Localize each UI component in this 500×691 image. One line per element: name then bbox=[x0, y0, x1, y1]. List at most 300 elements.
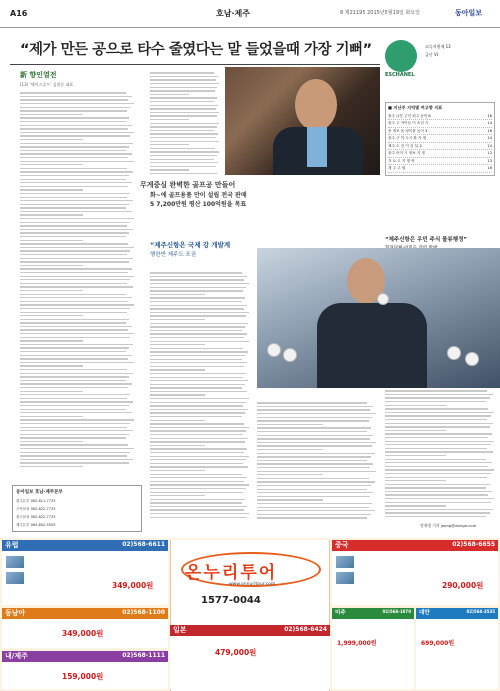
info-row: 제주본부 064-802-5555 bbox=[16, 523, 56, 527]
text-line bbox=[20, 405, 129, 406]
index-box-title: ■ 지난주 지역별 여고향 지표 bbox=[388, 105, 443, 110]
text-line bbox=[150, 341, 249, 342]
ad-sea-price: 349,000원 bbox=[62, 629, 104, 638]
ad-china-price: 290,000원 bbox=[442, 581, 484, 590]
text-line bbox=[150, 72, 214, 73]
text-line bbox=[20, 232, 129, 233]
text-line bbox=[20, 265, 83, 266]
text-line bbox=[257, 427, 371, 428]
ad-europe-band: 유럽 bbox=[2, 540, 168, 551]
text-line bbox=[385, 437, 488, 438]
text-line bbox=[20, 240, 83, 241]
text-line bbox=[150, 76, 218, 77]
text-line bbox=[20, 308, 130, 309]
ad-jeju-tel[interactable]: 02)568-1111 bbox=[122, 652, 165, 659]
text-line bbox=[20, 383, 132, 384]
text-line bbox=[150, 141, 219, 142]
text-line bbox=[20, 419, 134, 420]
logo-text: ESCHANEL bbox=[385, 72, 415, 78]
text-line bbox=[150, 173, 217, 174]
text-line bbox=[20, 211, 132, 212]
text-line bbox=[20, 347, 129, 348]
text-line bbox=[385, 466, 488, 467]
text-line bbox=[20, 430, 133, 431]
text-line bbox=[150, 162, 218, 163]
text-line bbox=[20, 121, 126, 122]
text-line bbox=[20, 186, 128, 187]
text-line bbox=[20, 455, 127, 456]
text-line bbox=[20, 168, 127, 169]
text-line bbox=[385, 430, 446, 431]
text-line bbox=[150, 434, 243, 435]
text-line bbox=[385, 401, 486, 402]
text-line bbox=[257, 507, 369, 508]
section-title: 호남·제주 bbox=[216, 9, 250, 18]
text-line bbox=[150, 477, 247, 478]
page-number: A16 bbox=[10, 9, 28, 18]
text-line bbox=[150, 279, 244, 280]
text-line bbox=[385, 419, 487, 420]
text-line bbox=[20, 369, 127, 370]
text-line bbox=[385, 415, 491, 416]
text-line bbox=[385, 412, 494, 413]
text-line bbox=[150, 384, 245, 385]
brand-name: 온누리투어 bbox=[185, 563, 278, 583]
text-line bbox=[20, 416, 83, 417]
text-line bbox=[257, 402, 367, 403]
text-line bbox=[150, 137, 216, 138]
text-line bbox=[20, 272, 128, 273]
text-line bbox=[385, 433, 492, 434]
text-line bbox=[150, 445, 205, 446]
text-line bbox=[150, 509, 244, 510]
text-line bbox=[20, 401, 133, 402]
text-line bbox=[385, 390, 487, 391]
text-line bbox=[150, 448, 247, 449]
text-line bbox=[257, 485, 371, 486]
text-line bbox=[20, 448, 134, 449]
text-line bbox=[150, 108, 216, 109]
text-line bbox=[385, 448, 487, 449]
ad-europe[interactable] bbox=[2, 540, 168, 605]
text-line bbox=[150, 369, 205, 370]
text-line bbox=[20, 394, 130, 395]
text-line bbox=[150, 394, 205, 395]
text-line bbox=[150, 294, 205, 295]
text-line bbox=[257, 445, 372, 446]
text-line bbox=[150, 119, 189, 120]
text-line bbox=[20, 452, 130, 453]
index-row: 광주 나뭇 주인 최고 동안 8 16 bbox=[388, 113, 492, 121]
ad-america[interactable] bbox=[332, 608, 414, 689]
text-line bbox=[20, 329, 128, 330]
text-line bbox=[20, 333, 134, 334]
text-line bbox=[20, 110, 127, 111]
sidebar-link[interactable]: 소득지원제 13 bbox=[425, 44, 451, 49]
writer-credit: 정재명 기자 jeong@donga.com bbox=[420, 523, 477, 528]
text-line bbox=[20, 315, 83, 316]
issue-date: 8 제21195 2015년5월19일 화요일 bbox=[340, 10, 420, 16]
text-line bbox=[20, 207, 126, 208]
ad-thumb bbox=[336, 556, 354, 568]
text-line bbox=[150, 420, 205, 421]
text-line bbox=[20, 376, 129, 377]
text-line bbox=[150, 377, 243, 378]
text-line bbox=[20, 279, 130, 280]
text-line bbox=[20, 96, 132, 97]
text-line bbox=[257, 517, 367, 518]
text-line bbox=[150, 427, 249, 428]
text-line bbox=[20, 225, 127, 226]
text-line bbox=[150, 105, 218, 106]
text-line bbox=[257, 474, 323, 475]
text-line bbox=[20, 161, 134, 162]
text-line bbox=[150, 481, 244, 482]
photo-body bbox=[317, 303, 427, 388]
text-line bbox=[20, 304, 134, 305]
text-line bbox=[20, 398, 127, 399]
text-line bbox=[385, 426, 490, 427]
text-line bbox=[20, 139, 83, 140]
ad-sea-tel[interactable]: 02)568-1100 bbox=[122, 609, 165, 616]
info-row: 구독문의 062-622-7733 bbox=[16, 507, 56, 511]
text-line bbox=[257, 435, 373, 436]
text-line bbox=[150, 502, 242, 503]
text-line bbox=[385, 502, 491, 503]
text-line bbox=[20, 337, 130, 338]
text-line bbox=[150, 391, 247, 392]
text-line bbox=[257, 449, 323, 450]
ad-america-tel[interactable]: 02)568-1070 bbox=[382, 609, 411, 614]
golf-ball-photo bbox=[257, 248, 500, 388]
text-line bbox=[150, 430, 246, 431]
text-line bbox=[150, 276, 247, 277]
text-line bbox=[257, 478, 369, 479]
text-line bbox=[257, 499, 323, 500]
text-line bbox=[150, 297, 245, 298]
text-line bbox=[257, 514, 371, 515]
text-line bbox=[20, 319, 129, 320]
article-column-3 bbox=[150, 270, 250, 520]
text-line bbox=[150, 513, 249, 514]
text-line bbox=[150, 348, 243, 349]
text-line bbox=[385, 498, 494, 499]
text-line bbox=[150, 272, 242, 273]
text-line bbox=[150, 387, 242, 388]
text-line bbox=[20, 459, 133, 460]
text-line bbox=[150, 456, 249, 457]
text-line bbox=[257, 496, 370, 497]
index-row: 제주 도 건 이 강 설 수 14 bbox=[388, 143, 492, 151]
text-line bbox=[20, 175, 129, 176]
text-line bbox=[20, 125, 132, 126]
text-line bbox=[20, 164, 83, 165]
golf-ball bbox=[267, 343, 281, 357]
golf-ball bbox=[447, 346, 461, 360]
text-line bbox=[150, 362, 247, 363]
text-line bbox=[20, 229, 133, 230]
text-line bbox=[20, 355, 132, 356]
index-row: 계 주 고 원 16 bbox=[388, 165, 492, 173]
ad-america-price: 1,999,000원 bbox=[337, 640, 377, 647]
text-line bbox=[385, 405, 446, 406]
article-column-2 bbox=[150, 70, 220, 175]
text-line bbox=[20, 466, 83, 467]
text-line bbox=[20, 222, 130, 223]
text-line bbox=[20, 290, 83, 291]
text-line bbox=[20, 114, 83, 115]
index-box bbox=[385, 102, 495, 176]
text-line bbox=[20, 365, 83, 366]
text-line bbox=[150, 115, 217, 116]
text-line bbox=[150, 123, 219, 124]
text-line bbox=[150, 97, 217, 98]
text-line bbox=[20, 326, 132, 327]
text-line bbox=[150, 126, 217, 127]
text-line bbox=[385, 408, 488, 409]
text-line bbox=[20, 171, 133, 172]
text-line bbox=[257, 420, 369, 421]
ad-china[interactable] bbox=[332, 540, 498, 605]
text-line bbox=[150, 405, 243, 406]
text-line bbox=[150, 351, 248, 352]
text-line bbox=[150, 474, 242, 475]
text-line bbox=[257, 456, 371, 457]
text-line bbox=[257, 467, 370, 468]
text-line bbox=[150, 169, 189, 170]
ad-japan-tel[interactable]: 02)568-6424 bbox=[284, 626, 327, 633]
text-line bbox=[150, 155, 217, 156]
text-line bbox=[385, 480, 446, 481]
text-line bbox=[20, 157, 128, 158]
text-line bbox=[150, 79, 216, 80]
text-line bbox=[150, 315, 246, 316]
text-line bbox=[20, 117, 129, 118]
info-row: 광고문의 062-622-7733 bbox=[16, 515, 56, 519]
ad-thumb bbox=[6, 572, 24, 584]
text-line bbox=[150, 326, 245, 327]
ad-sea-band: 동남아 bbox=[2, 608, 168, 619]
text-line bbox=[150, 344, 205, 345]
text-line bbox=[257, 471, 376, 472]
text-line bbox=[150, 412, 245, 413]
pull-quote-1: 무게중심 완벽한 골프공 만들어 bbox=[140, 181, 236, 189]
golf-ball bbox=[465, 352, 479, 366]
text-line bbox=[257, 481, 375, 482]
eschanel-logo-icon bbox=[385, 40, 417, 72]
ad-jeju-price: 159,000원 bbox=[62, 672, 104, 681]
text-line bbox=[150, 101, 214, 102]
ad-thumb bbox=[6, 556, 24, 568]
pull-quote-2: 화~에 골프용품 만이 설립 전국 판매 bbox=[150, 192, 247, 199]
text-line bbox=[20, 200, 133, 201]
text-line bbox=[20, 250, 130, 251]
text-line bbox=[385, 423, 493, 424]
text-line bbox=[150, 438, 248, 439]
ad-china-tel[interactable]: 02)568-6655 bbox=[452, 541, 495, 548]
text-line bbox=[20, 409, 126, 410]
text-line bbox=[150, 380, 248, 381]
text-line bbox=[150, 290, 243, 291]
pull-quote-3: 5 7,200만원 평산 100억원을 목표 bbox=[150, 201, 247, 208]
right-article-heading: “제주신항은 우민 주식 물류행정” bbox=[385, 237, 468, 243]
text-line bbox=[20, 423, 130, 424]
text-line bbox=[150, 337, 244, 338]
text-line bbox=[150, 148, 215, 149]
text-line bbox=[20, 92, 126, 93]
text-line bbox=[20, 132, 134, 133]
info-row: 광주본부 062-611-7733 bbox=[16, 499, 56, 503]
brand-tel[interactable]: 1577-0044 bbox=[201, 595, 261, 606]
text-line bbox=[20, 297, 132, 298]
text-line bbox=[150, 333, 247, 334]
text-line bbox=[150, 484, 249, 485]
text-line bbox=[150, 466, 248, 467]
text-line bbox=[257, 460, 367, 461]
series-kicker: 新 향인열전 bbox=[20, 71, 57, 79]
text-line bbox=[20, 254, 127, 255]
text-line bbox=[150, 359, 242, 360]
ad-sea[interactable] bbox=[2, 608, 168, 648]
text-line bbox=[20, 197, 127, 198]
contact-info-box bbox=[12, 485, 142, 532]
ad-jeju[interactable] bbox=[2, 651, 168, 689]
text-line bbox=[20, 182, 132, 183]
mid-heading-1: “제주신항은 국제 강 개발계 bbox=[150, 241, 231, 249]
text-line bbox=[385, 494, 488, 495]
text-line bbox=[20, 340, 83, 341]
text-line bbox=[20, 193, 130, 194]
text-line bbox=[150, 495, 205, 496]
text-line bbox=[20, 294, 126, 295]
mid-heading-2: 행한반 제주도 포권 bbox=[150, 252, 197, 258]
article-column-1 bbox=[20, 90, 135, 470]
text-line bbox=[385, 491, 492, 492]
text-line bbox=[385, 455, 446, 456]
text-line bbox=[20, 153, 132, 154]
text-line bbox=[257, 417, 372, 418]
text-line bbox=[20, 358, 128, 359]
text-line bbox=[150, 94, 189, 95]
text-line bbox=[20, 247, 134, 248]
text-line bbox=[20, 322, 126, 323]
text-line bbox=[385, 516, 486, 517]
text-line bbox=[20, 362, 134, 363]
article-byline: (13) ‘에이스골프’ 김현준 대표 bbox=[20, 82, 74, 87]
ad-europe-tel[interactable]: 02)568-6611 bbox=[122, 541, 165, 548]
info-box-title: 동아일보 호남·제주본부 bbox=[16, 490, 63, 495]
text-line bbox=[20, 312, 127, 313]
text-line bbox=[20, 301, 128, 302]
text-line bbox=[20, 179, 126, 180]
text-line bbox=[150, 459, 246, 460]
index-row: 광주 구 이 도시 확 지 평 14 bbox=[388, 135, 492, 143]
text-line bbox=[385, 473, 491, 474]
ad-taiwan-band: 대만 bbox=[416, 608, 498, 619]
golf-ball bbox=[377, 293, 389, 305]
text-line bbox=[20, 143, 133, 144]
text-line bbox=[150, 151, 219, 152]
text-line bbox=[150, 283, 249, 284]
portrait-photo bbox=[225, 67, 380, 175]
ad-taiwan[interactable] bbox=[416, 608, 498, 689]
text-line bbox=[150, 409, 248, 410]
text-line bbox=[150, 130, 214, 131]
text-line bbox=[20, 427, 127, 428]
text-line bbox=[150, 506, 247, 507]
portrait-shirt bbox=[307, 127, 327, 167]
text-line bbox=[20, 437, 126, 438]
text-line bbox=[150, 373, 246, 374]
brand-url[interactable]: www.onnuritour.com bbox=[229, 582, 276, 587]
golf-ball bbox=[283, 348, 297, 362]
index-row: 각 토 고 지 명 역 13 bbox=[388, 158, 492, 166]
text-line bbox=[385, 477, 487, 478]
text-line bbox=[385, 451, 493, 452]
ad-taiwan-tel[interactable]: 02)568-3535 bbox=[466, 609, 495, 614]
text-line bbox=[385, 484, 490, 485]
text-line bbox=[20, 462, 129, 463]
ad-taiwan-price: 699,000원 bbox=[421, 640, 455, 647]
text-line bbox=[20, 344, 133, 345]
text-line bbox=[385, 512, 490, 513]
text-line bbox=[20, 434, 129, 435]
text-line bbox=[150, 144, 189, 145]
text-line bbox=[257, 431, 367, 432]
text-line bbox=[150, 517, 246, 518]
text-line bbox=[20, 99, 128, 100]
text-line bbox=[20, 283, 127, 284]
ad-japan[interactable] bbox=[170, 625, 330, 689]
text-line bbox=[257, 453, 375, 454]
text-line bbox=[150, 112, 219, 113]
ad-america-band: 미주 bbox=[332, 608, 414, 619]
sidebar-link[interactable]: 금난 VI bbox=[425, 52, 438, 57]
text-line bbox=[385, 505, 446, 506]
text-line bbox=[20, 107, 130, 108]
text-line bbox=[20, 258, 133, 259]
sidebar-links bbox=[425, 43, 451, 59]
page-header bbox=[0, 0, 500, 28]
text-line bbox=[150, 87, 217, 88]
portrait-face bbox=[295, 79, 337, 131]
text-line bbox=[257, 442, 376, 443]
main-headline: “제가 만든 공으로 타수 줄였다는 말 들었을때 가장 기뻐” bbox=[20, 42, 372, 58]
text-line bbox=[20, 268, 132, 269]
text-line bbox=[20, 441, 83, 442]
text-line bbox=[150, 492, 243, 493]
text-line bbox=[150, 90, 215, 91]
text-line bbox=[20, 204, 129, 205]
text-line bbox=[20, 391, 83, 392]
ad-jeju-band: 내/제주 bbox=[2, 651, 168, 662]
text-line bbox=[385, 462, 492, 463]
text-line bbox=[257, 489, 367, 490]
text-line bbox=[385, 444, 491, 445]
text-line bbox=[150, 499, 245, 500]
text-line bbox=[20, 103, 134, 104]
text-line bbox=[257, 492, 373, 493]
text-line bbox=[150, 83, 219, 84]
text-line bbox=[20, 236, 126, 237]
ad-china-band: 중국 bbox=[332, 540, 498, 551]
text-line bbox=[20, 135, 130, 136]
text-line bbox=[20, 218, 134, 219]
ad-europe-price: 349,000원 bbox=[112, 581, 154, 590]
text-line bbox=[385, 394, 493, 395]
article-column-4 bbox=[257, 400, 377, 520]
text-line bbox=[20, 261, 129, 262]
